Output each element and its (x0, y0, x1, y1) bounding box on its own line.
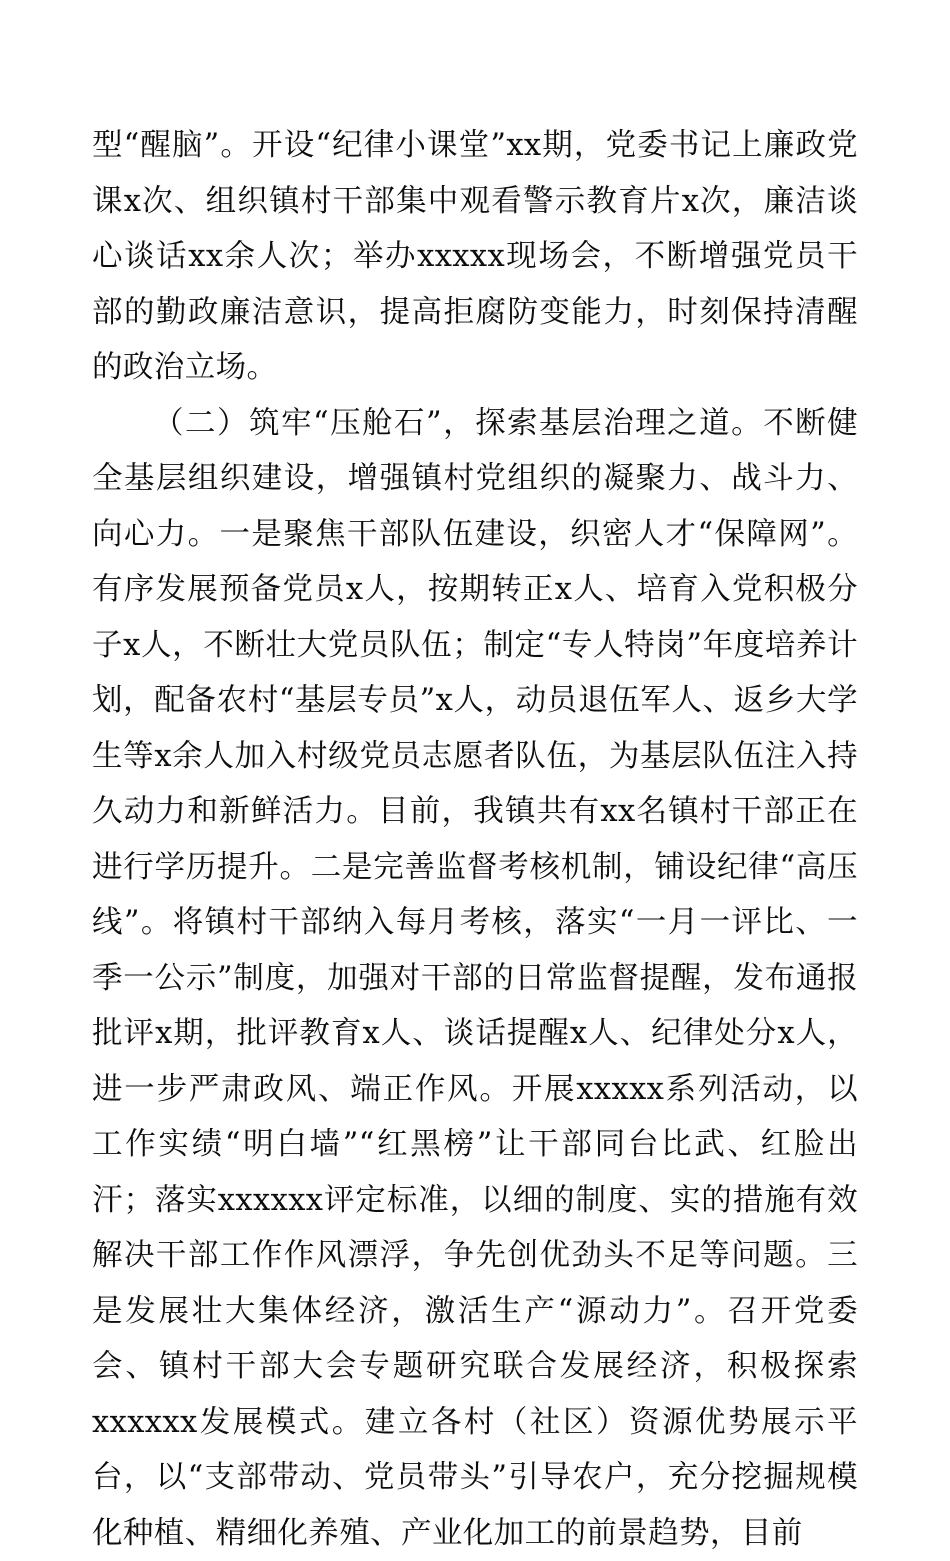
paragraph-section-two: （二）筑牢“压舱石”，探索基层治理之道。不断健全基层组织建设，增强镇村党组织的凝聚力、战斗力、向心力。一是聚焦干部队伍建设，织密人才“保障网”。有序发展预备党员x人，按期转正x人、培育入党积极分子x人，不断壮大党员队伍；制定“专人特岗”年度培养计划，配备农村“基层专员”x人，动员退伍军人、返乡大学生等x余人加入村级党员志愿者队伍，为基层队伍注入持久动力和新鲜活力。目前，我镇共有xx名镇村干部正在进行学历提升。二是完善监督考核机制，铺设纪律“高压线”。将镇村干部纳入每月考核，落实“一月一评比、一季一公示”制度，加强对干部的日常监督提醒，发布通报批评x期，批评教育x人、谈话提醒x人、纪律处分x人，进一步严肃政风、端正作风。开展xxxxx系列活动，以工作实绩“明白墙”“红黑榜”让干部同台比武、红脸出汗；落实xxxxxx评定标准，以细的制度、实的措施有效解决干部工作作风漂浮，争先创优劲头不足等问题。三是发展壮大集体经济，激活生产“源动力”。召开党委会、镇村干部大会专题研究联合发展经济，积极探索xxxxxx发展模式。建立各村（社区）资源优势展示平台，以“支部带动、党员带头”引导农户，充分挖掘规模化种植、精细化养殖、产业化加工的前景趋势，目前 (92, 396, 858, 1561)
document-body (92, 118, 858, 1561)
paragraph-continuation: 型“醒脑”。开设“纪律小课堂”xx期，党委书记上廉政党课x次、组织镇村干部集中观看警示教育片x次，廉洁谈心谈话xx余人次；举办xxxxx现场会，不断增强党员干部的勤政廉洁意识，提高拒腐防变能力，时刻保持清醒的政治立场。 (92, 118, 858, 396)
